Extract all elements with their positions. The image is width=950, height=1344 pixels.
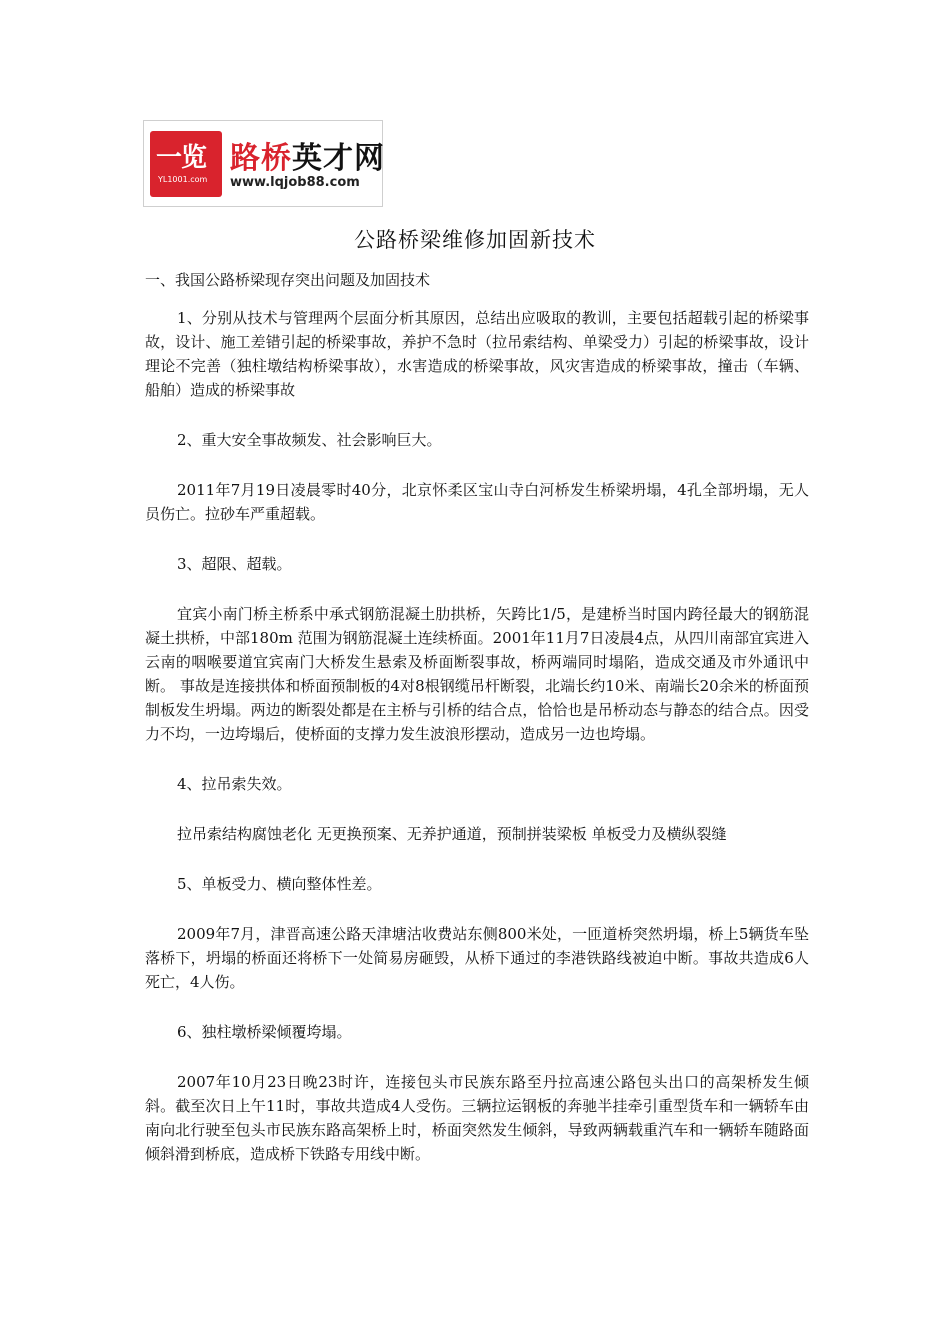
- paragraph: 6、独柱墩桥梁倾覆垮塌。: [177, 1023, 352, 1041]
- paragraph: 5、单板受力、横向整体性差。: [177, 875, 382, 893]
- paragraph: 1、分别从技术与管理两个层面分析其原因，总结出应吸取的教训，主要包括超载引起的桥梁事故，设计、施工差错引起的桥梁事故，养护不急时（拉吊索结构、单梁受力）引起的桥梁事故，设计理论不完善（独柱墩结构桥梁事故），水害造成的桥梁事故，风灾害造成的桥梁事故，撞击（车辆、船舶）造成的桥梁事故: [145, 309, 809, 399]
- paragraph: 2、重大安全事故频发、社会影响巨大。: [177, 431, 442, 449]
- logo-name-part1: 路桥: [230, 141, 292, 176]
- logo-name-part2: 英才网: [292, 141, 385, 176]
- logo-badge: [150, 131, 222, 197]
- document-body: [145, 268, 809, 1192]
- document-title: 公路桥梁维修加固新技术: [354, 228, 596, 252]
- paragraph: 4、拉吊索失效。: [177, 775, 292, 793]
- paragraph: 3、超限、超载。: [177, 555, 292, 573]
- logo-site-name: [230, 133, 385, 177]
- paragraph: 拉吊索结构腐蚀老化 无更换预案、无养护通道，预制拼装梁板 单板受力及横纵裂缝: [177, 825, 727, 843]
- logo-badge-text: 一览: [156, 143, 207, 173]
- paragraph: 2007年10月23日晚23时许，连接包头市民族东路至丹拉高速公路包头出口的高架桥发生倾斜。截至次日上午11时，事故共造成4人受伤。三辆拉运钢板的奔驰半挂牵引重型货车和一辆轿车由南向北行驶至包头市民族东路高架桥上时，桥面突然发生倾斜，导致两辆载重汽车和一辆轿车随路面倾斜滑到桥底，造成桥下铁路专用线中断。: [145, 1073, 809, 1163]
- paragraph: 2009年7月，津晋高速公路天津塘沽收费站东侧800米处，一匝道桥突然坍塌，桥上5辆货车坠落桥下，坍塌的桥面还将桥下一处简易房砸毁，从桥下通过的李港铁路线被迫中断。事故共造成6人死亡，4人伤。: [145, 925, 809, 991]
- logo: [143, 120, 383, 207]
- logo-badge-sub: YL1001.com: [158, 175, 208, 184]
- section-heading: 一、我国公路桥梁现存突出问题及加固技术: [145, 271, 431, 289]
- paragraph: 2011年7月19日凌晨零时40分，北京怀柔区宝山寺白河桥发生桥梁坍塌，4孔全部坍塌，无人员伤亡。拉砂车严重超载。: [145, 481, 809, 523]
- logo-url: www.lqjob88.com: [230, 175, 360, 190]
- paragraph: 宜宾小南门桥主桥系中承式钢筋混凝土肋拱桥，矢跨比1/5，是建桥当时国内跨径最大的钢筋混凝土拱桥，中部180m 范围为钢筋混凝土连续桥面。2001年11月7日凌晨4点，从四川南部宜宾进入云南的咽喉要道宜宾南门大桥发生悬索及桥面断裂事故，桥两端同时塌陷，造成交通及市外通讯中断。 事故是连接拱体和桥面预制板的4对8根钢缆吊杆断裂，北端长约10米、南端长20余米的桥面预制板发生坍塌。两边的断裂处都是在主桥与引桥的结合点，恰恰也是吊桥动态与静态的结合点。因受力不均，一边垮塌后，使桥面的支撑力发生波浪形摆动，造成另一边也垮塌。: [145, 605, 809, 743]
